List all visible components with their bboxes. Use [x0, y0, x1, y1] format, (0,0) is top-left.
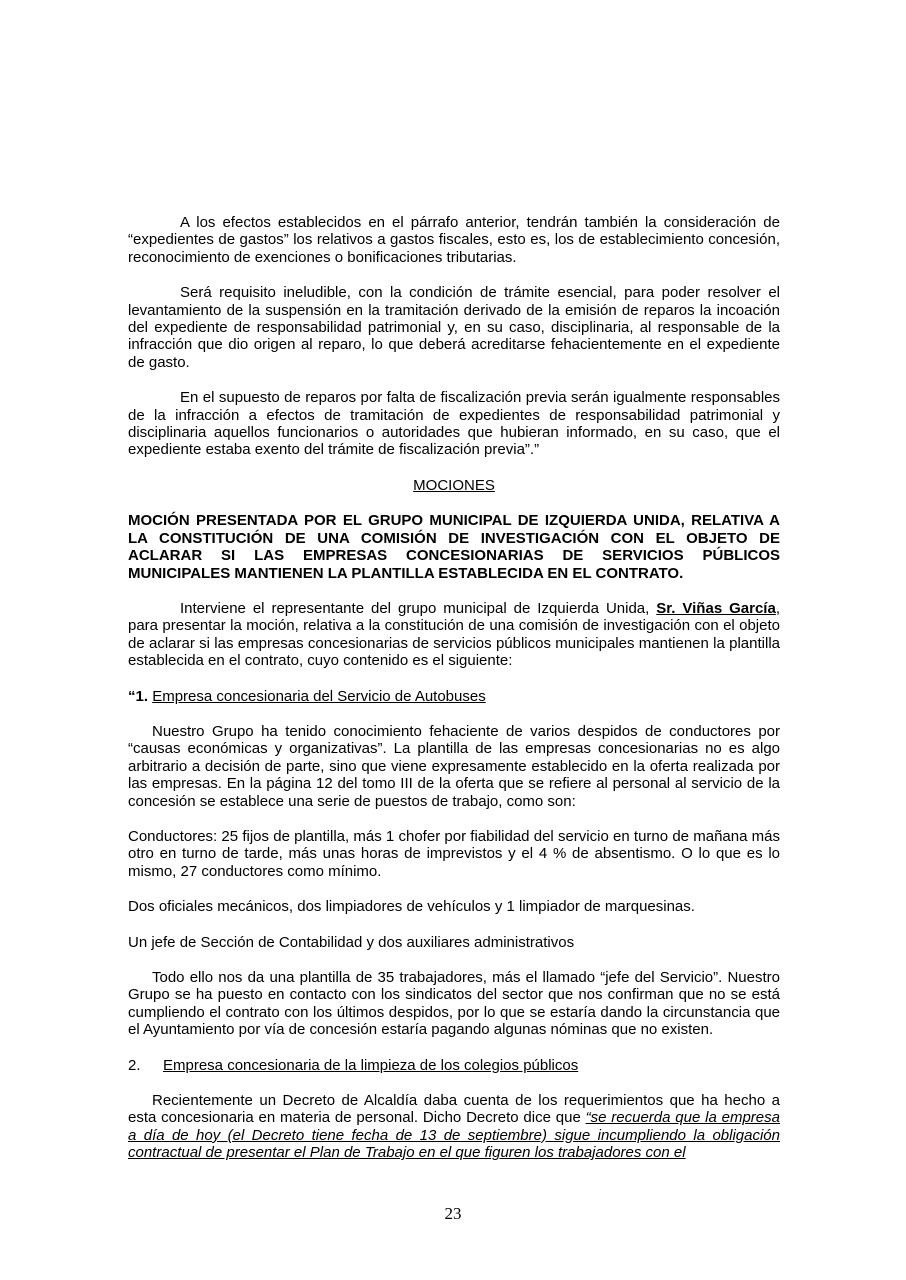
section-heading-text: MOCIONES	[413, 476, 495, 494]
paragraph-plantilla-total: Todo ello nos da una plantilla de 35 trabajadores, más el llamado “jefe del Servicio”. Nuestro Grupo se ha puesto en contacto con los sindicatos del sector que nos confirman que no se está cumpliendo el contrato con los últimos despidos, por lo que se estaría dando la circunstancia que el Ayuntamiento por vía de concesión estaría pagando algunas nóminas que no existen.	[128, 969, 780, 1039]
item-2-heading	[128, 1057, 780, 1074]
paragraph-requisito-ineludible: Será requisito ineludible, con la condición de trámite esencial, para poder resolver el levantamiento de la suspensión en la tramitación derivado de la emisión de reparos la incoación del expediente de responsabilidad patrimonial y, en su caso, disciplinaria, al responsable de la infracción que dio origen al reparo, lo que deberá acreditarse fehacientemente en el expediente de gasto.	[128, 284, 780, 371]
item-2-title: Empresa concesionaria de la limpieza de los colegios públicos	[163, 1056, 579, 1074]
page-number: 23	[444, 1204, 462, 1223]
decreto-text-before-quote: Recientemente un Decreto de Alcaldía daba cuenta de los requerimientos que ha hecho a esta concesionaria en materia de personal. Dicho Decreto dice que	[128, 1092, 780, 1127]
decreto-quote: “se recuerda que la empresa a día de hoy (el Decreto tiene fecha de 13 de septiembre) sigue incumpliendo la obligación contractual de presentar el Plan de Trabajo en el que figuren los trabajadores con el	[128, 1109, 780, 1162]
item-1-title: Empresa concesionaria del Servicio de Autobuses	[152, 687, 486, 705]
item-2-marker: 2.	[128, 1056, 141, 1074]
paragraph-expedientes-de-gastos: A los efectos establecidos en el párrafo anterior, tendrán también la consideración de “expedientes de gastos” los relativos a gastos fiscales, esto es, los de establecimiento concesión, reconocimiento de exenciones o bonificaciones tributarias.	[128, 214, 780, 266]
item-1-marker: “1.	[128, 687, 149, 705]
list-item-jefe-seccion: Un jefe de Sección de Contabilidad y dos auxiliares administrativos	[128, 933, 575, 951]
paragraph-decreto-alcaldia	[128, 1092, 780, 1162]
motion-title: MOCIÓN PRESENTADA POR EL GRUPO MUNICIPAL DE IZQUIERDA UNIDA, RELATIVA A LA CONSTITUCIÓN DE UNA COMISIÓN DE INVESTIGACIÓN CON EL OBJETO DE ACLARAR SI LAS EMPRESAS CONCESIONARIAS DE SERVICIOS PÚBLICOS MUNICIPALES MANTIENEN LA PLANTILLA ESTABLECIDA EN EL CONTRATO.	[128, 512, 780, 582]
speaker-name: Sr. Viñas García	[656, 599, 776, 617]
section-heading	[128, 477, 780, 494]
intervention-text-before: Interviene el representante del grupo municipal de Izquierda Unida,	[180, 599, 657, 617]
paragraph-intervencion	[128, 600, 780, 670]
item-1-heading	[128, 688, 780, 705]
paragraph-despidos-conductores: Nuestro Grupo ha tenido conocimiento fehaciente de varios despidos de conductores por “causas económicas y organizativas”. La plantilla de las empresas concesionarias no es algo arbitrario a decisión de parte, sino que viene expresamente establecido en la oferta realizada por las empresas. En la página 12 del tomo III de la oferta que se refiere al personal al servicio de la concesión se establece una serie de puestos de trabajo, como son:	[128, 722, 780, 810]
list-item-conductores: Conductores: 25 fijos de plantilla, más 1 chofer por fiabilidad del servicio en turno de mañana más otro en turno de tarde, más unas horas de imprevistos y el 4 % de absentismo. O lo que es lo mismo, 27 conductores como mínimo.	[128, 827, 780, 880]
list-item-oficiales-mecanicos: Dos oficiales mecánicos, dos limpiadores de vehículos y 1 limpiador de marquesinas.	[128, 898, 695, 916]
intervention-text-after: , para presentar la moción, relativa a la constitución de una comisión de investigación con el objeto de aclarar si las empresas concesionarias de servicios públicos municipales mantienen la plantilla establecida en el contrato, cuyo contenido es el siguiente:	[128, 599, 780, 670]
paragraph-reparos-fiscalizacion: En el supuesto de reparos por falta de fiscalización previa serán igualmente responsables de la infracción a efectos de tramitación de expedientes de responsabilidad patrimonial y disciplinaria aquellos funcionarios o autoridades que hubieran informado, en su caso, que el expediente estaba exento del trámite de fiscalización previa”.”	[128, 389, 780, 459]
document-content	[128, 214, 780, 1180]
